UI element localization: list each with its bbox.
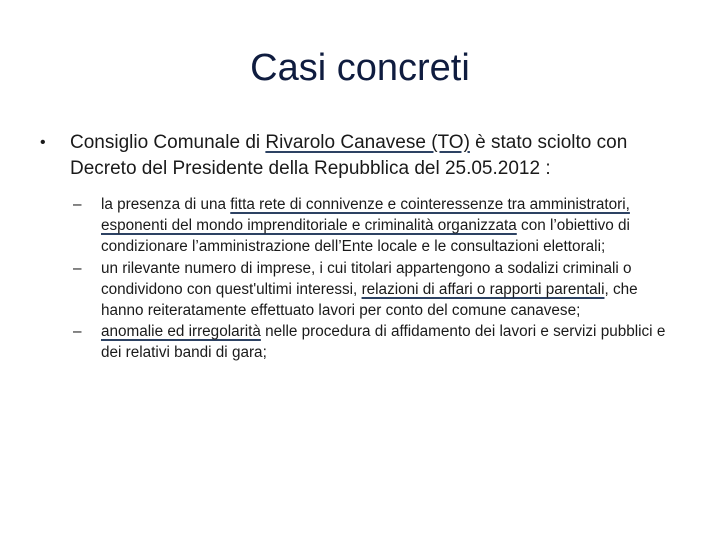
- municipality-name: Rivarolo Canavese (TO): [265, 132, 470, 153]
- underlined-text: anomalie ed irregolarità: [101, 323, 261, 341]
- main-bullet-text-end: è stato sciolto con Decreto del Presidente della Repubblica del 25.05.2012 :: [70, 132, 628, 179]
- dash-marker: –: [73, 323, 82, 341]
- main-bullet-text: Consiglio Comunale di: [70, 132, 266, 153]
- sub-bullet: [73, 194, 680, 258]
- sub-bullet-text-end: nelle procedura di affidamento dei lavori e servizi pubblici e dei relativi bandi di gara;: [101, 323, 666, 362]
- sub-bullet: [73, 321, 680, 363]
- underlined-text: relazioni di affari o rapporti parentali: [361, 280, 605, 298]
- underlined-text: fitta rete di connivenze e cointeressenze tra amministratori, esponenti del mondo imprenditoriale e criminalità organizzata: [101, 196, 630, 235]
- sub-bullet: [73, 258, 680, 322]
- dash-marker: –: [73, 196, 82, 213]
- sub-bullet-text-end: con l’obiettivo di condizionare l’amministrazione dell’Ente locale e le consultazioni elettorali;: [101, 217, 630, 256]
- slide-title: Casi concreti: [250, 47, 470, 89]
- dash-marker: –: [73, 259, 82, 277]
- sub-bullet-text: un rilevante numero di imprese, i cui titolari appartengono a sodalizi criminali o condividono con quest'ultimi interessi,: [101, 259, 632, 298]
- slide-content: [30, 130, 680, 364]
- sub-bullet-text: la presenza di una: [101, 196, 231, 213]
- sub-bullet-text-end: , che hanno reiteratamente effettuato lavori per conto del comune canavese;: [101, 280, 638, 320]
- sub-bullet-list: [73, 194, 680, 364]
- main-bullet: [30, 130, 680, 182]
- bullet-marker: •: [40, 134, 46, 151]
